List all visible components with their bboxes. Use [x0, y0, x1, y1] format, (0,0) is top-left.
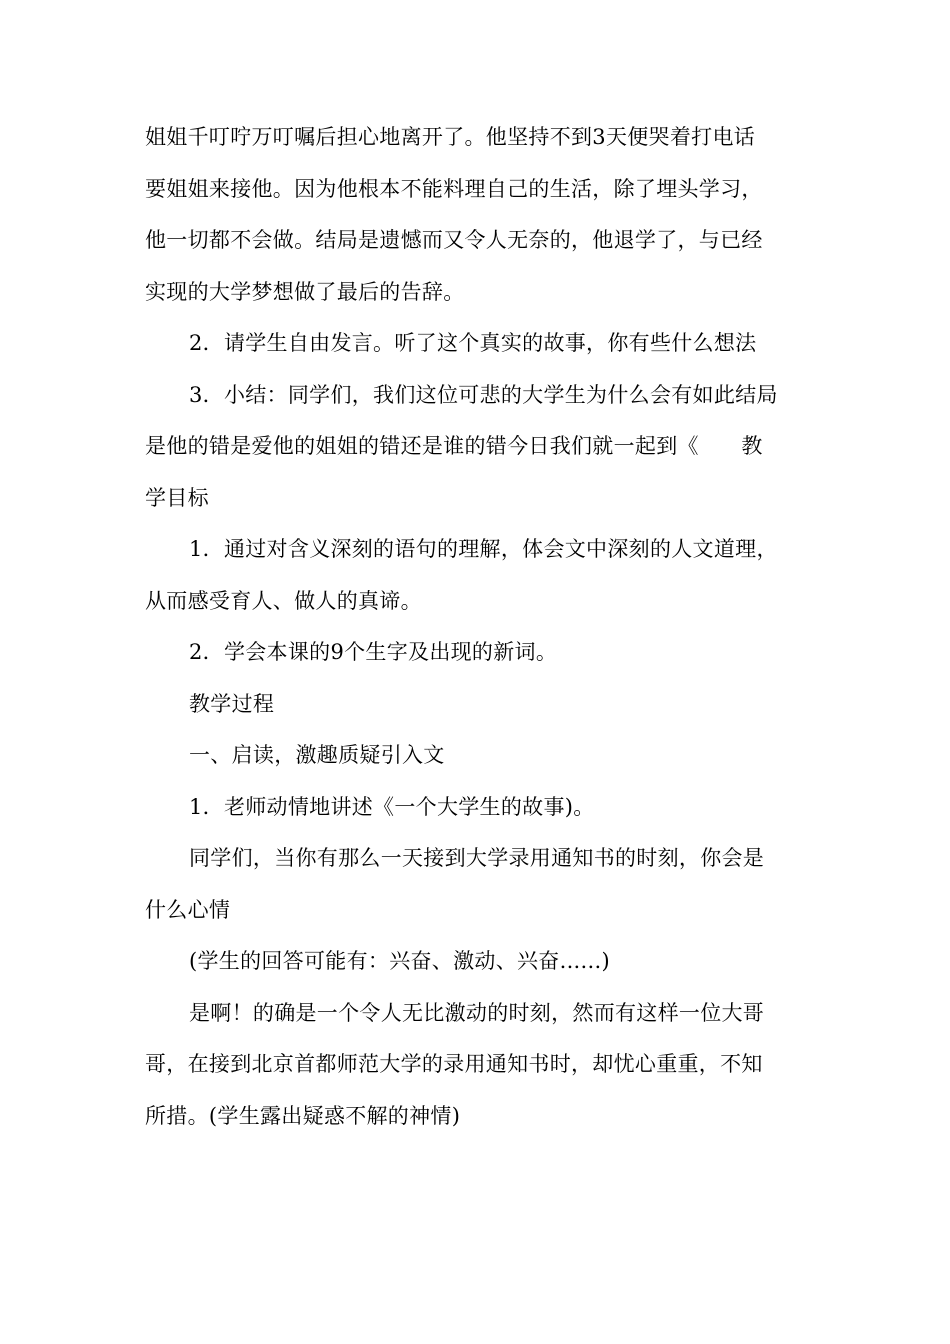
text-line-9: 1．通过对含义深刻的语句的理解，体会文中深刻的人文道理，: [189, 537, 778, 561]
text-line-4: 实现的大学梦想做了最后的告辞。: [145, 279, 465, 304]
section-heading-teaching-process: 教学过程: [189, 691, 275, 716]
text-line-14: 1．老师动情地讲述《一个大学生的故事)。: [189, 794, 595, 819]
text-line-1: 姐姐千叮咛万叮嘱后担心地离开了。他坚持不到3天便哭着打电话: [145, 125, 756, 149]
text-line-2: 要姐姐来接他。因为他根本不能料理自己的生活，除了埋头学习，: [145, 176, 763, 201]
text-line-15: 同学们，当你有那么一天接到大学录用通知书的时刻，你会是: [189, 846, 765, 870]
text-line-6: 3．小结：同学们，我们这位可悲的大学生为什么会有如此结局: [189, 382, 778, 407]
text-line-8: 学目标: [145, 485, 209, 510]
text-line-5: 2．请学生自由发言。听了这个真实的故事，你有些什么想法: [189, 331, 757, 355]
text-line-10: 从而感受育人、做人的真谛。: [145, 588, 422, 613]
text-line-19: 哥，在接到北京首都师范大学的录用通知书时，却忧心重重，不知: [145, 1052, 763, 1076]
text-line-18: 是啊！的确是一个令人无比激动的时刻，然而有这样一位大哥: [189, 1000, 765, 1025]
text-line-17: (学生的回答可能有：兴奋、激动、兴奋......): [189, 949, 610, 973]
document-body: [145, 112, 805, 1142]
text-line-11: 2．学会本课的9个生字及出现的新词。: [189, 640, 558, 664]
section-heading-part-one: 一、启读，激趣质疑引入文: [189, 743, 445, 767]
text-line-16: 什么心情: [145, 897, 231, 922]
text-line-20: 所措。(学生露出疑惑不解的神情): [145, 1103, 461, 1128]
text-line-3: 他一切都不会做。结局是遗憾而又令人无奈的，他退学了，与已经: [145, 228, 763, 252]
text-line-7: 是他的错是爱他的姐姐的错还是谁的错今日我们就一起到《 教: [145, 434, 763, 458]
